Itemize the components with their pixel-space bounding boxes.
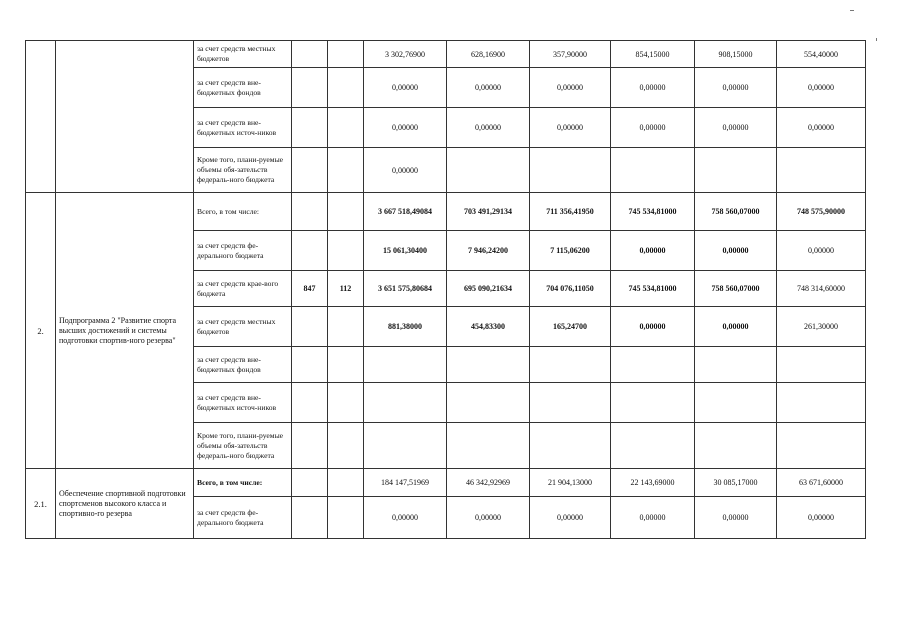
value-cell: 0,00000 [695,108,777,148]
value-cell [695,423,777,469]
table-row [26,41,866,68]
table-row [26,193,866,231]
value-cell: 0,00000 [611,307,695,347]
value-cell [364,347,447,383]
value-cell: 748 314,60000 [777,271,866,307]
index-cell [26,41,56,193]
value-cell: 165,24700 [530,307,611,347]
value-cell: 711 356,41950 [530,193,611,231]
value-cell [447,423,530,469]
value-cell: 0,00000 [611,108,695,148]
code-cell [292,148,328,193]
value-cell: 0,00000 [611,497,695,539]
funding-source-cell: за счет средств фе-дерального бюджета [194,497,292,539]
code-cell [328,41,364,68]
value-cell [530,383,611,423]
value-cell [777,383,866,423]
code-cell [328,347,364,383]
name-cell [56,41,194,193]
value-cell: 3 667 518,49084 [364,193,447,231]
value-cell: 0,00000 [447,68,530,108]
funding-source-cell: за счет средств вне-бюджетных фондов [194,347,292,383]
value-cell: 881,38000 [364,307,447,347]
funding-source-cell: за счет средств местных бюджетов [194,307,292,347]
value-cell: 3 651 575,80684 [364,271,447,307]
code-cell [328,307,364,347]
value-cell: 0,00000 [364,108,447,148]
value-cell: 908,15000 [695,41,777,68]
value-cell: 0,00000 [611,68,695,108]
value-cell: 63 671,60000 [777,469,866,497]
funding-source-cell: за счет средств вне-бюджетных источ-ников [194,108,292,148]
code-cell [328,469,364,497]
value-cell: 0,00000 [695,497,777,539]
code-cell [292,423,328,469]
value-cell [777,347,866,383]
value-cell [530,347,611,383]
value-cell: 703 491,29134 [447,193,530,231]
value-cell [611,347,695,383]
value-cell [447,347,530,383]
value-cell [447,148,530,193]
value-cell: 46 342,92969 [447,469,530,497]
value-cell: 0,00000 [364,68,447,108]
funding-source-cell: за счет средств местных бюджетов [194,41,292,68]
value-cell: 0,00000 [695,307,777,347]
value-cell [611,148,695,193]
code-cell [328,497,364,539]
code-cell [328,231,364,271]
value-cell: 704 076,11050 [530,271,611,307]
value-cell: 0,00000 [447,108,530,148]
funding-source-cell: Всего, в том числе: [194,193,292,231]
code-cell [292,231,328,271]
code-cell: 112 [328,271,364,307]
value-cell [611,383,695,423]
value-cell: 0,00000 [777,497,866,539]
value-cell [777,423,866,469]
value-cell: 0,00000 [777,68,866,108]
value-cell: 745 534,81000 [611,271,695,307]
item-index: 2.1. [26,469,56,539]
funding-source-cell: за счет средств вне-бюджетных источ-ников [194,383,292,423]
code-cell [292,383,328,423]
value-cell: 0,00000 [447,497,530,539]
code-cell [328,108,364,148]
value-cell: 21 904,13000 [530,469,611,497]
scan-mark [850,10,854,11]
value-cell: 745 534,81000 [611,193,695,231]
code-cell [328,383,364,423]
code-cell [328,423,364,469]
funding-source-cell: Всего, в том числе: [194,469,292,497]
code-cell [292,108,328,148]
scan-mark [876,38,877,41]
value-cell: 0,00000 [695,231,777,271]
value-cell: 15 061,30400 [364,231,447,271]
value-cell: 628,16900 [447,41,530,68]
value-cell: 854,15000 [611,41,695,68]
code-cell [292,193,328,231]
budget-table [25,40,866,539]
funding-source-cell: за счет средств фе-дерального бюджета [194,231,292,271]
value-cell: 7 946,24200 [447,231,530,271]
subprogram-name: Подпрограмма 2 "Развитие спорта высших достижений и системы подготовки спортив-ного резерва" [56,193,194,469]
value-cell [695,347,777,383]
funding-source-cell: Кроме того, плани-руемые объемы обя-зательств федераль-ного бюджета [194,148,292,193]
value-cell: 695 090,21634 [447,271,530,307]
value-cell: 357,90000 [530,41,611,68]
value-cell [364,423,447,469]
value-cell: 748 575,90000 [777,193,866,231]
value-cell: 22 143,69000 [611,469,695,497]
value-cell: 0,00000 [611,231,695,271]
value-cell: 0,00000 [530,497,611,539]
funding-source-cell: за счет средств вне-бюджетных фондов [194,68,292,108]
code-cell [292,469,328,497]
item-name: Обеспечение спортивной подготовки спортсменов высокого класса и спортивно-го резерва [56,469,194,539]
value-cell: 758 560,07000 [695,271,777,307]
code-cell [292,497,328,539]
value-cell: 0,00000 [530,68,611,108]
value-cell: 454,83300 [447,307,530,347]
code-cell [328,68,364,108]
value-cell [447,383,530,423]
value-cell: 758 560,07000 [695,193,777,231]
value-cell: 0,00000 [777,108,866,148]
code-cell [328,148,364,193]
value-cell: 184 147,51969 [364,469,447,497]
subprogram-index: 2. [26,193,56,469]
table-row [26,469,866,497]
code-cell: 847 [292,271,328,307]
value-cell [611,423,695,469]
value-cell: 554,40000 [777,41,866,68]
funding-source-cell: за счет средств крае-вого бюджета [194,271,292,307]
value-cell [695,383,777,423]
code-cell [292,347,328,383]
code-cell [292,307,328,347]
value-cell: 0,00000 [364,497,447,539]
value-cell: 0,00000 [364,148,447,193]
value-cell [777,148,866,193]
value-cell: 0,00000 [695,68,777,108]
value-cell: 7 115,06200 [530,231,611,271]
value-cell: 30 085,17000 [695,469,777,497]
code-cell [292,41,328,68]
code-cell [328,193,364,231]
code-cell [292,68,328,108]
value-cell [530,148,611,193]
value-cell: 3 302,76900 [364,41,447,68]
value-cell: 0,00000 [777,231,866,271]
value-cell [530,423,611,469]
value-cell [695,148,777,193]
value-cell: 261,30000 [777,307,866,347]
funding-source-cell: Кроме того, плани-руемые объемы обя-зательств федераль-ного бюджета [194,423,292,469]
value-cell [364,383,447,423]
value-cell: 0,00000 [530,108,611,148]
